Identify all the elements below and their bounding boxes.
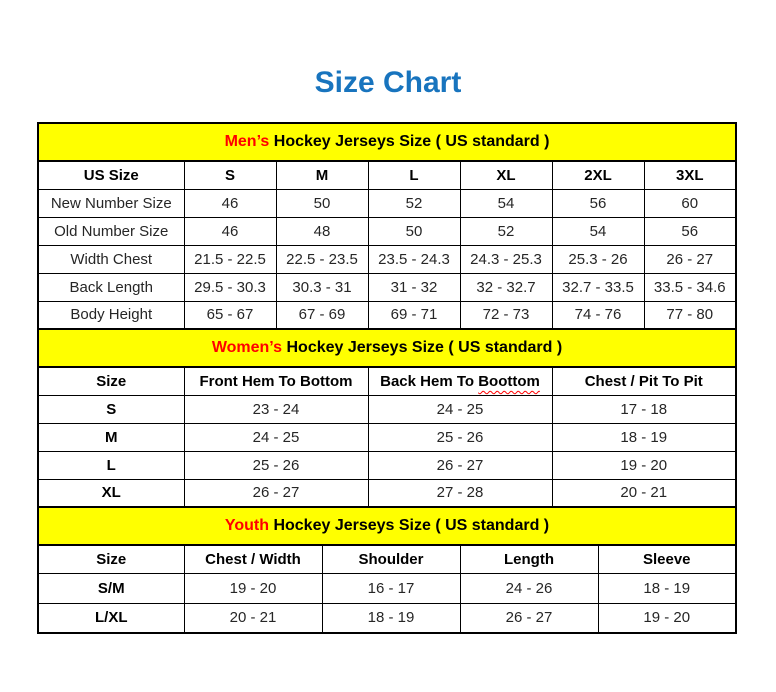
size-value-cell: 24 - 25 xyxy=(184,423,368,451)
youth-table-banner xyxy=(37,506,737,546)
size-value-cell: 48 xyxy=(276,217,368,245)
table-row xyxy=(38,603,736,633)
column-header: 3XL xyxy=(644,161,736,189)
size-value-cell: 20 - 21 xyxy=(184,603,322,633)
size-value-cell: 26 - 27 xyxy=(460,603,598,633)
size-value-cell: 24 - 25 xyxy=(368,395,552,423)
size-value-cell: 25 - 26 xyxy=(184,451,368,479)
mens-table-banner xyxy=(37,122,737,162)
table-row xyxy=(38,217,736,245)
size-value-cell: 26 - 27 xyxy=(644,245,736,273)
size-value-cell: 17 - 18 xyxy=(552,395,736,423)
table-row xyxy=(38,395,736,423)
column-header: Length xyxy=(460,545,598,573)
size-value-cell: 77 - 80 xyxy=(644,301,736,329)
table-row xyxy=(38,189,736,217)
column-header: M xyxy=(276,161,368,189)
column-header: XL xyxy=(460,161,552,189)
size-value-cell: 30.3 - 31 xyxy=(276,273,368,301)
column-header: L xyxy=(368,161,460,189)
column-header: 2XL xyxy=(552,161,644,189)
size-value-cell: 54 xyxy=(552,217,644,245)
table-row xyxy=(38,479,736,507)
column-header: S xyxy=(184,161,276,189)
size-value-cell: 52 xyxy=(460,217,552,245)
size-value-cell: 67 - 69 xyxy=(276,301,368,329)
row-label: S xyxy=(38,395,184,423)
column-header: Size xyxy=(38,545,184,573)
youth-banner-text: Hockey Jerseys Size ( US standard ) xyxy=(269,517,550,534)
womens-banner-highlight: Women’s xyxy=(211,339,283,356)
youth-size-table xyxy=(37,544,737,634)
size-value-cell: 31 - 32 xyxy=(368,273,460,301)
table-row xyxy=(38,423,736,451)
row-label: Width Chest xyxy=(38,245,184,273)
size-value-cell: 19 - 20 xyxy=(552,451,736,479)
mens-banner-text: Hockey Jerseys Size ( US standard ) xyxy=(269,133,550,150)
size-value-cell: 18 - 19 xyxy=(552,423,736,451)
size-value-cell: 19 - 20 xyxy=(598,603,736,633)
row-label: L/XL xyxy=(38,603,184,633)
size-value-cell: 23.5 - 24.3 xyxy=(368,245,460,273)
size-value-cell: 25 - 26 xyxy=(368,423,552,451)
size-value-cell: 65 - 67 xyxy=(184,301,276,329)
row-label: Body Height xyxy=(38,301,184,329)
youth-size-section xyxy=(37,506,737,634)
size-value-cell: 32.7 - 33.5 xyxy=(552,273,644,301)
womens-size-table xyxy=(37,366,737,508)
mens-size-section xyxy=(37,122,737,330)
size-value-cell: 46 xyxy=(184,217,276,245)
size-value-cell: 56 xyxy=(552,189,644,217)
row-label: New Number Size xyxy=(38,189,184,217)
row-label: XL xyxy=(38,479,184,507)
table-row xyxy=(38,245,736,273)
womens-size-section xyxy=(37,328,737,508)
row-label: L xyxy=(38,451,184,479)
size-tables-stack xyxy=(37,122,737,634)
size-value-cell: 32 - 32.7 xyxy=(460,273,552,301)
size-value-cell: 23 - 24 xyxy=(184,395,368,423)
column-header: Chest / Width xyxy=(184,545,322,573)
misspelled-word: Boottom xyxy=(478,372,540,390)
row-label: S/M xyxy=(38,573,184,603)
size-value-cell: 22.5 - 23.5 xyxy=(276,245,368,273)
page-title: Size Chart xyxy=(314,66,462,99)
row-label: Back Length xyxy=(38,273,184,301)
column-header: Front Hem To Bottom xyxy=(184,367,368,395)
size-value-cell: 50 xyxy=(368,217,460,245)
size-value-cell: 54 xyxy=(460,189,552,217)
size-value-cell: 20 - 21 xyxy=(552,479,736,507)
table-row xyxy=(38,451,736,479)
womens-banner-text: Hockey Jerseys Size ( US standard ) xyxy=(282,339,563,356)
size-value-cell: 56 xyxy=(644,217,736,245)
size-value-cell: 19 - 20 xyxy=(184,573,322,603)
column-header: Sleeve xyxy=(598,545,736,573)
mens-header-row xyxy=(38,161,736,189)
size-value-cell: 16 - 17 xyxy=(322,573,460,603)
mens-banner-highlight: Men’s xyxy=(224,133,270,150)
size-value-cell: 26 - 27 xyxy=(368,451,552,479)
mens-size-table xyxy=(37,160,737,330)
youth-banner-highlight: Youth xyxy=(224,517,269,534)
size-value-cell: 74 - 76 xyxy=(552,301,644,329)
size-value-cell: 50 xyxy=(276,189,368,217)
size-value-cell: 24 - 26 xyxy=(460,573,598,603)
column-header: Chest / Pit To Pit xyxy=(552,367,736,395)
column-header: Back Hem To Boottom xyxy=(368,367,552,395)
table-row xyxy=(38,573,736,603)
size-value-cell: 60 xyxy=(644,189,736,217)
column-header: US Size xyxy=(38,161,184,189)
size-value-cell: 33.5 - 34.6 xyxy=(644,273,736,301)
size-value-cell: 52 xyxy=(368,189,460,217)
size-value-cell: 69 - 71 xyxy=(368,301,460,329)
size-value-cell: 25.3 - 26 xyxy=(552,245,644,273)
row-label: M xyxy=(38,423,184,451)
column-header: Shoulder xyxy=(322,545,460,573)
womens-table-banner xyxy=(37,328,737,368)
size-value-cell: 29.5 - 30.3 xyxy=(184,273,276,301)
column-header: Size xyxy=(38,367,184,395)
table-row xyxy=(38,273,736,301)
table-row xyxy=(38,301,736,329)
size-value-cell: 24.3 - 25.3 xyxy=(460,245,552,273)
size-value-cell: 21.5 - 22.5 xyxy=(184,245,276,273)
size-value-cell: 27 - 28 xyxy=(368,479,552,507)
womens-header-row xyxy=(38,367,736,395)
size-value-cell: 72 - 73 xyxy=(460,301,552,329)
size-value-cell: 46 xyxy=(184,189,276,217)
size-value-cell: 18 - 19 xyxy=(598,573,736,603)
size-value-cell: 18 - 19 xyxy=(322,603,460,633)
row-label: Old Number Size xyxy=(38,217,184,245)
size-value-cell: 26 - 27 xyxy=(184,479,368,507)
youth-header-row xyxy=(38,545,736,573)
